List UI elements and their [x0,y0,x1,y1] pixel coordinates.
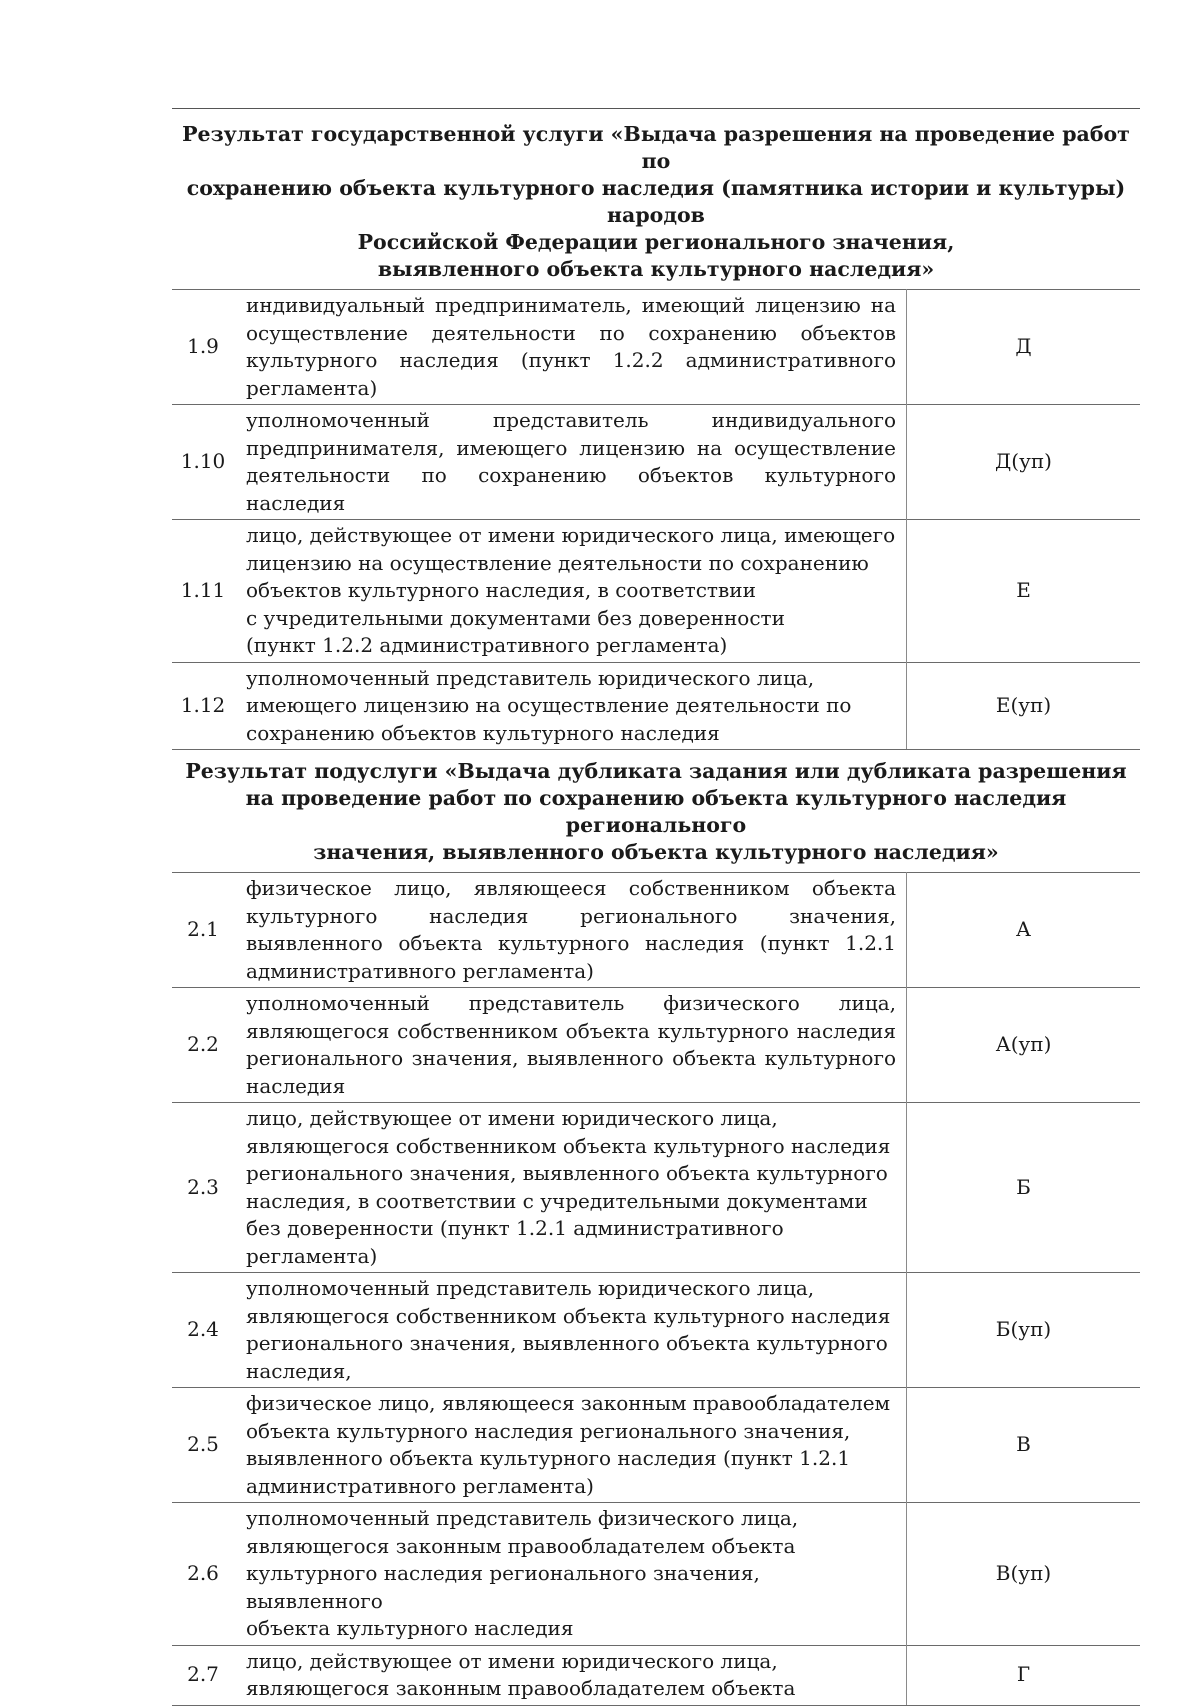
row-description [240,662,907,750]
desc-line: регионального значения, выявленного объекта культурного [246,1161,888,1185]
desc-line: лицо, действующее от имени юридического лица, [246,1648,778,1673]
desc-line: уполномоченный представитель юридического лица, [246,665,815,690]
row-code: А(уп) [907,988,1141,1103]
row-code: В [907,1388,1141,1503]
section1-table [172,289,1140,750]
desc-line: сохранению объектов культурного наследия [246,720,720,745]
desc-line: лицо, действующее от имени юридического лица, имеющего [246,523,896,547]
desc-line: регионального значения, выявленного объекта культурного [246,1331,888,1355]
desc-line: физическое лицо, являющееся законным правообладателем [246,1391,891,1415]
row-number: 1.9 [172,290,240,405]
row-number: 2.4 [172,1273,240,1388]
table-row [172,1645,1140,1705]
table-row [172,988,1140,1103]
desc-line: наследия, [246,1358,352,1383]
desc-line: лицо, действующее от имени юридического лица, [246,1106,778,1130]
section1-title-line: Результат государственной услуги «Выдача разрешения на проведение работ по [182,122,1130,173]
desc-line: с учредительными документами без доверенности [246,605,785,630]
row-description [240,1645,907,1705]
desc-line: являющегося законным правообладателем объекта [246,1533,796,1558]
row-number: 1.11 [172,520,240,663]
row-number: 2.1 [172,873,240,988]
desc-line: наследия, в соответствии с учредительными документами [246,1188,868,1213]
row-description: уполномоченный представитель индивидуального предпринимателя, имеющего лицензию на осуществление деятельности по сохранению объектов культурного наследия [240,405,907,520]
desc-line: объектов культурного наследия, в соответствии [246,578,756,602]
desc-line: являющегося собственником объекта культурного наследия [246,1303,891,1328]
section2-title-line: на проведение работ по сохранению объекта культурного наследия регионального [245,786,1067,837]
row-description [240,1503,907,1646]
desc-line: административного регламента) [246,1473,594,1498]
desc-line: уполномоченный представитель физического лица, [246,1506,799,1530]
table-row [172,290,1140,405]
table-row [172,405,1140,520]
row-description [240,520,907,663]
row-code: Д(уп) [907,405,1141,520]
section2-title-line: Результат подуслуги «Выдача дубликата задания или дубликата разрешения [185,759,1127,783]
row-code: Е(уп) [907,662,1141,750]
desc-line: регламента) [246,1243,378,1268]
table-row [172,1388,1140,1503]
desc-line: лицензию на осуществление деятельности по сохранению [246,550,869,575]
desc-line: (пункт 1.2.2 административного регламента) [246,633,728,657]
desc-line: без доверенности (пункт 1.2.1 административного [246,1216,784,1240]
row-code: Д [907,290,1141,405]
section1-title-line: Российской Федерации регионального значения, [357,230,955,254]
table-row [172,873,1140,988]
row-description [240,1103,907,1273]
row-number: 2.5 [172,1388,240,1503]
desc-line: выявленного объекта культурного наследия (пункт 1.2.1 [246,1446,851,1470]
section1-title-line: выявленного объекта культурного наследия» [377,257,935,281]
section1-heading [172,109,1140,289]
row-description [240,1388,907,1503]
row-number: 2.3 [172,1103,240,1273]
row-number: 1.10 [172,405,240,520]
row-description: физическое лицо, являющееся собственником объекта культурного наследия регионального значения, выявленного объекта культурного наследия (пункт 1.2.1 административного регламента) [240,873,907,988]
desc-line: культурного наследия регионального значения, выявленного [246,1561,760,1613]
table-row [172,662,1140,750]
desc-line: объекта культурного наследия регионального значения, [246,1418,851,1443]
section2-table [172,872,1140,1706]
row-description: индивидуальный предприниматель, имеющий лицензию на осуществление деятельности по сохранению объектов культурного наследия (пункт 1.2.2 административного регламента) [240,290,907,405]
section2-title-line: значения, выявленного объекта культурного наследия» [313,840,999,864]
row-code: Б [907,1103,1141,1273]
row-number: 2.6 [172,1503,240,1646]
row-number: 2.7 [172,1645,240,1705]
row-code: Е [907,520,1141,663]
row-code: А [907,873,1141,988]
row-number: 2.2 [172,988,240,1103]
section2-heading [172,750,1140,872]
row-code: Г [907,1645,1141,1705]
row-number: 1.12 [172,662,240,750]
table-row [172,520,1140,663]
desc-line: уполномоченный представитель юридического лица, [246,1276,815,1300]
row-code: В(уп) [907,1503,1141,1646]
table-row [172,1103,1140,1273]
desc-line: являющегося собственником объекта культурного наследия [246,1133,891,1158]
document-page [172,108,1140,1706]
table-row [172,1273,1140,1388]
row-code: Б(уп) [907,1273,1141,1388]
row-description: уполномоченный представитель физического лица, являющегося собственником объекта культурного наследия регионального значения, выявленного объекта культурного наследия [240,988,907,1103]
section1-title-line: сохранению объекта культурного наследия (памятника истории и культуры) народов [186,176,1126,227]
row-description [240,1273,907,1388]
desc-line: объекта культурного наследия [246,1616,574,1640]
table-row [172,1503,1140,1646]
desc-line: имеющего лицензию на осуществление деятельности по [246,693,852,717]
desc-line: являющегося законным правообладателем объекта [246,1676,796,1700]
